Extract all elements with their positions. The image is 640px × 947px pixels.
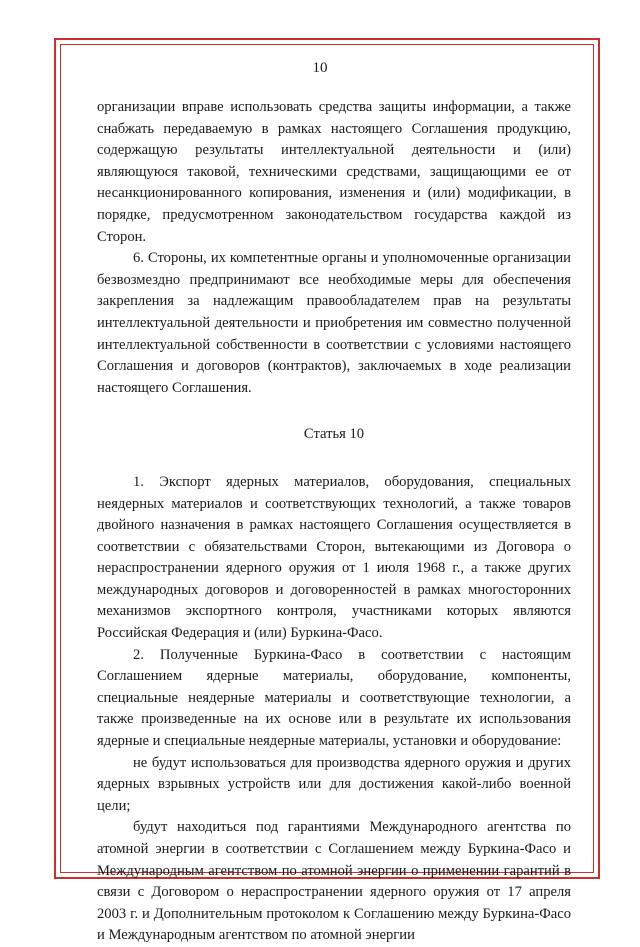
page-number: 10: [312, 60, 328, 76]
article-heading: Статья 10: [303, 426, 365, 443]
document-body: [97, 97, 571, 947]
article-item-1: 1. Экспорт ядерных материалов, оборудования, специальных неядерных материалов и соответствующих технологий, а также товаров двойного назначения в рамках настоящего Соглашения осуществляется в соответствии с обязательствами Сторон, вытекающими из Договора о нераспространении ядерного оружия от 1 июля 1968 г., а также других международных договоров и договоренностей в рамках многосторонних механизмов экспортного контроля, участниками которых являются Российская Федерация и (или) Буркина-Фасо.: [97, 473, 571, 642]
paragraph-6: 6. Стороны, их компетентные органы и уполномоченные организации безвозмездно предпринимают все необходимые меры для обеспечения закрепления за надлежащим правообладателем прав на результаты интеллектуальной деятельности и приобретения им совместно полученной интеллектуальной собственности в соответствии с условиями настоящего Соглашения и договоров (контрактов), заключаемых в ходе реализации настоящего Соглашения.: [97, 250, 571, 396]
paragraph-continued: организации вправе использовать средства защиты информации, а также снабжать передаваемую в рамках настоящего Соглашения продукцию, содержащую результаты интеллектуальной деятельности и (или) являющуюся таковой, техническими средствами, защищающими ее от несанкционированного копирования, изменения и (или) модификации, в порядке, предусмотренном законодательством государства каждой из Сторон.: [97, 99, 571, 245]
clause-iaea-safeguards: будут находиться под гарантиями Международного агентства по атомной энергии в соответствии с Соглашением между Буркина-Фасо и Международным агентством по атомной энергии о применении гарантий в связи с Договором о нераспространении ядерного оружия от 17 апреля 2003 г. и Дополнительным протоколом к Соглашению между Буркина-Фасо и Международным агентством по атомной энергии: [97, 819, 571, 944]
clause-not-used-for-weapons: не будут использоваться для производства ядерного оружия и других ядерных взрывных устройств или для достижения какой-либо военной цели;: [97, 754, 571, 814]
article-item-2: 2. Полученные Буркина-Фасо в соответствии с настоящим Соглашением ядерные материалы, оборудование, компоненты, специальные неядерные материалы и соответствующие технологии, а также произведенные на их основе или в результате их использования ядерные и специальные неядерные материалы, установки и оборудование:: [97, 646, 571, 750]
